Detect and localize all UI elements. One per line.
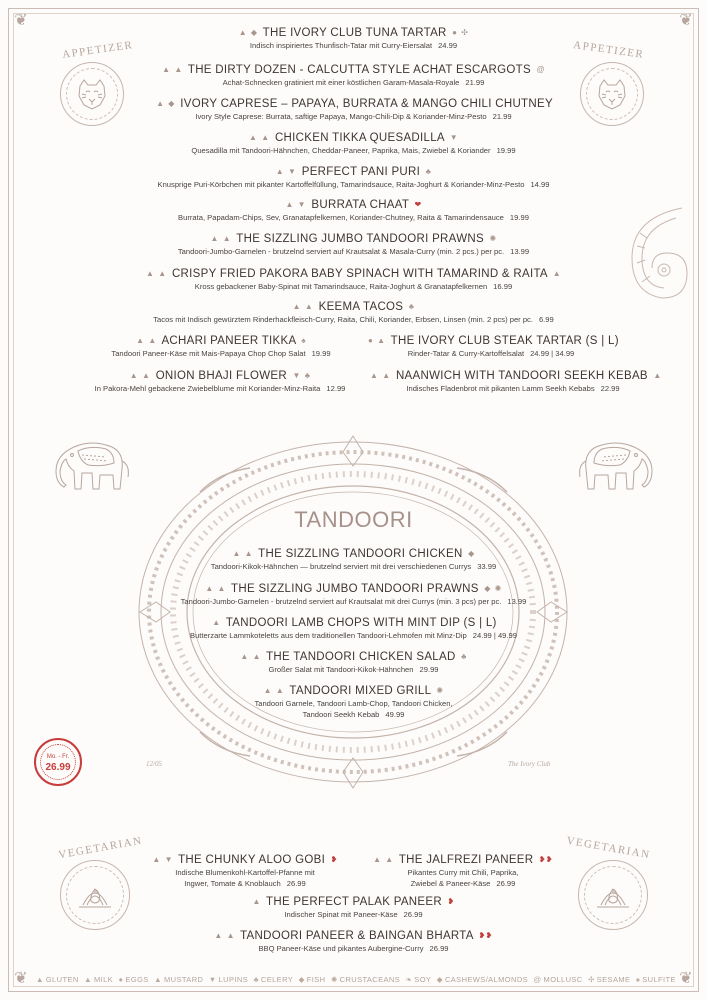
mollusc-icon: @ [536, 65, 545, 74]
milk-icon: ▲ [212, 618, 221, 627]
dish-description: Indischer Spinat mit Paneer-Käse [284, 910, 398, 919]
chili-icon: ❥❥ [538, 855, 553, 864]
dish-title: THE SIZZLING TANDOORI CHICKEN [258, 548, 463, 560]
celery-icon: ♣ [253, 975, 259, 984]
milk-icon: ▲ [373, 855, 382, 864]
crustaceans-icon: ✺ [494, 584, 502, 593]
fish-icon: ◆ [298, 975, 305, 984]
dish-description: Ingwer, Tomate & Knoblauch [184, 879, 281, 888]
milk-icon: ▲ [156, 99, 165, 108]
dish-description: Quesadilla mit Tandoori-Hähnchen, Cheddar-Paneer, Paprika, Mais, Zwiebel & Koriander [191, 146, 491, 155]
milk-icon: ▲ [158, 269, 167, 278]
lupins-icon: ▼ [449, 133, 458, 142]
sulfite-icon: ♠ [635, 975, 641, 984]
celery-icon: ♣ [425, 167, 432, 176]
dish-description: Zwiebel & Paneer-Käse [410, 879, 491, 888]
dish-price: 29.99 [419, 665, 439, 674]
menu-item [0, 198, 707, 223]
dish-price: 21.99 [465, 78, 485, 87]
menu-item [0, 895, 707, 920]
dish-title: TANDOORI MIXED GRILL [289, 685, 431, 697]
legend-item-sulfite: ♠ SULFITE [635, 975, 676, 984]
milk-icon: ▲ [382, 371, 391, 380]
legend-item-eggs: ● EGGS [118, 975, 149, 984]
mustard-icon: ▲ [222, 234, 231, 243]
lupins-icon: ▼ [292, 371, 301, 380]
dish-price: 21.99 [492, 112, 512, 121]
dish-description: Indisches Fladenbrot mit pikanten Lamm Seekh Kebabs [406, 384, 595, 393]
dish-title: TANDOORI LAMB CHOPS WITH MINT DIP (S | L) [225, 617, 497, 629]
dish-description: Rinder-Tatar & Curry-Kartoffelsalat [407, 349, 525, 358]
dish-description: BBQ Paneer-Käse und pikantes Aubergine-Curry [258, 944, 424, 953]
legend-item-cashews: ◆ CASHEWS/ALMONDS [436, 975, 529, 984]
dish-description: Tacos mit Indisch gewürztem Rinderhackfleisch-Curry, Raita, Chili, Koriander, Erbsen, Linsen (min. 2 pcs) per pc. [153, 315, 533, 324]
gluten-icon: ▲ [174, 65, 183, 74]
menu-item [0, 26, 707, 51]
dish-price: 12.99 [326, 384, 346, 393]
lupins-icon: ▼ [164, 855, 173, 864]
dish-price: 33.99 [477, 562, 497, 571]
dish-price: 24.99 | 49.99 [472, 631, 517, 640]
mustard-icon: ▲ [385, 855, 394, 864]
dish-description: Tandoori-Jumbo-Garnelen - brutzelnd serviert auf Krautsalat mit drei Currys (min. 3 pcs) per pc. [180, 597, 502, 606]
legend-item-crustaceans: ✺ CRUSTACEANS [330, 975, 401, 984]
menu-item [368, 853, 558, 889]
dish-description: Butterzarte Lammkoteletts aus dem traditionellen Tandoori-Lehmofen mit Minz-Dip [190, 631, 467, 640]
gluten-icon: ▲ [36, 975, 44, 984]
stamp-price: 26.99 [45, 762, 71, 773]
egg-icon: ● [452, 28, 458, 37]
gluten-icon: ▲ [129, 371, 138, 380]
dish-description: Tandoori Paneer-Käse mit Mais-Papaya Chop Chop Salat [111, 349, 306, 358]
dish-title: THE DIRTY DOZEN - CALCUTTA STYLE ACHAT ESCARGOTS [187, 64, 531, 76]
dish-price: 22.99 [600, 384, 620, 393]
gluten-icon: ▲ [292, 302, 301, 311]
dish-description: Indische Blumenkohl-Kartoffel-Pfanne mit [175, 868, 315, 877]
section-label-vegetarian-right: VEGETARIAN [565, 834, 652, 862]
mustard-icon: ▲ [552, 269, 561, 278]
egg-icon: ● [118, 975, 124, 984]
gluten-icon: ▲ [275, 167, 284, 176]
legend-item-fish: ◆ FISH [298, 975, 326, 984]
lupins-icon: ▼ [297, 200, 306, 209]
dish-title: BURRATA CHAAT [311, 199, 410, 211]
section-label-appetizer-right: APPETIZER [572, 39, 646, 61]
dish-price: 14.99 [530, 180, 550, 189]
section-label-appetizer-left: APPETIZER [61, 39, 135, 61]
vegetarian-lips-icon: ❤ [414, 200, 422, 209]
dish-price: 13.99 [507, 597, 527, 606]
allergen-legend [36, 975, 676, 984]
mustard-icon: ▲ [217, 584, 226, 593]
milk-icon: ▲ [136, 336, 145, 345]
legend-item-soy: ❧ SOY [405, 975, 432, 984]
dish-price: 19.99 [509, 213, 529, 222]
sesame-icon: ✣ [461, 28, 469, 37]
menu-item [0, 684, 707, 720]
dish-description: In Pakora-Mehl gebackene Zwiebelblume mit Koriander-Minz-Raita [94, 384, 321, 393]
gluten-icon: ▲ [285, 200, 294, 209]
menu-item [0, 300, 707, 325]
menu-item [0, 97, 707, 122]
mustard-icon: ▲ [148, 336, 157, 345]
dish-price: 19.99 [496, 146, 516, 155]
mustard-icon: ▲ [226, 931, 235, 940]
dish-price: 13.99 [510, 247, 530, 256]
dish-description: Pikantes Curry mit Chili, Paprika, [407, 868, 519, 877]
menu-item [0, 131, 707, 156]
milk-icon: ▲ [232, 549, 241, 558]
dish-title: PERFECT PANI PURI [301, 166, 421, 178]
mustard-icon: ▲ [252, 652, 261, 661]
milk-icon: ▲ [240, 652, 249, 661]
section-label-vegetarian-left: VEGETARIAN [57, 834, 144, 862]
menu-item [0, 232, 707, 257]
menu-item [0, 165, 707, 190]
stamp-days: Mo. - Fr. [46, 754, 70, 760]
legend-item-milk: ▲ MILK [84, 975, 114, 984]
cashews-icon: ◆ [468, 549, 475, 558]
dish-description: Knusprige Puri-Körbchen mit pikanter Kartoffelfüllung, Tamarindsauce, Raita-Joghurt & Koriander-Minz-Pesto [157, 180, 525, 189]
dish-price: 24.99 [438, 41, 458, 50]
dish-title: THE SIZZLING JUMBO TANDOORI PRAWNS [236, 233, 484, 245]
dish-title: ACHARI PANEER TIKKA [161, 335, 296, 347]
celery-icon: ♣ [461, 652, 467, 661]
dish-description: Tandoori Garnele, Tandoori Lamb-Chop, Tandoori Chicken, [254, 699, 453, 708]
elephant-ornament-icon [52, 437, 134, 499]
dish-price: 6.99 [538, 315, 554, 324]
gluten-icon: ▲ [370, 371, 379, 380]
mustard-icon: ▲ [238, 28, 247, 37]
chili-icon: ❥❥ [478, 931, 493, 940]
milk-icon: ▲ [162, 65, 171, 74]
corner-ornament-icon: ❦ [679, 970, 693, 987]
dish-description: Großer Salat mit Tandoori-Kikok-Hähnchen [268, 665, 414, 674]
cashews-icon: ◆ [484, 584, 491, 593]
section-title-tandoori: TANDOORI [294, 507, 413, 532]
dish-price: 24.99 | 34.99 [530, 349, 575, 358]
milk-icon: ▲ [214, 931, 223, 940]
mustard-icon: ▲ [377, 336, 386, 345]
milk-icon: ▲ [141, 371, 151, 380]
corner-ornament-icon: ❦ [679, 12, 693, 29]
dish-price: 26.99 [496, 879, 516, 888]
soy-icon: ❧ [405, 975, 413, 984]
dish-description: Kross gebackener Baby-Spinat mit Tamarindsauce, Raita-Joghurt & Granatapfelkernen [194, 282, 488, 291]
mollusc-icon: @ [533, 975, 542, 984]
dish-description: Ivory Style Caprese: Burrata, saftige Papaya, Mango-Chili-Dip & Koriander-Minz-Pesto [195, 112, 487, 121]
dish-price: 26.99 [403, 910, 423, 919]
menu-item [0, 929, 707, 954]
chili-icon: ❥ [447, 897, 455, 906]
menu-item [150, 853, 340, 889]
dish-title: CRISPY FRIED PAKORA BABY SPINACH WITH TAMARIND & RAITA [171, 268, 548, 280]
corner-ornament-icon: ❦ [14, 970, 28, 987]
chili-icon: ❥ [330, 855, 338, 864]
dish-title: ONION BHAJI FLOWER [155, 370, 287, 382]
mustard-icon: ▲ [653, 371, 662, 380]
dish-description: Indisch inspiriertes Thunfisch-Tatar mit Curry-Eiersalat [249, 41, 433, 50]
milk-icon: ▲ [152, 855, 161, 864]
milk-icon: ▲ [263, 686, 272, 695]
dish-description: Tandoori-Kikok-Hähnchen — brutzelnd serviert mit drei verschiedenen Currys [210, 562, 472, 571]
dish-price: 16.99 [493, 282, 513, 291]
legend-item-mollusc: @ MOLLUSC [533, 975, 583, 984]
menu-item [86, 334, 356, 359]
milk-icon: ▲ [210, 234, 219, 243]
dish-title: THE SIZZLING JUMBO TANDOORI PRAWNS [231, 583, 479, 595]
crustaceans-icon: ✺ [489, 234, 497, 243]
dish-price: 19.99 [311, 349, 331, 358]
menu-item [0, 650, 707, 675]
brand-signature: The Ivory Club [508, 760, 551, 768]
sulfite-icon: ♠ [301, 336, 306, 345]
dish-price: 26.99 [286, 879, 306, 888]
dish-title: THE IVORY CLUB TUNA TARTAR [262, 27, 447, 39]
dish-title: THE IVORY CLUB STEAK TARTAR (S | L) [390, 335, 619, 347]
gluten-icon: ▲ [146, 269, 155, 278]
mustard-icon: ▲ [275, 686, 285, 695]
fish-icon: ◆ [250, 28, 258, 37]
menu-item [0, 267, 707, 292]
legend-item-celery: ♣ CELERY [253, 975, 294, 984]
celery-icon: ♣ [408, 302, 415, 311]
milk-icon: ▲ [205, 584, 214, 593]
mustard-icon: ▲ [244, 549, 253, 558]
dish-description: Achat-Schnecken gratiniert mit einer köstlichen Garam-Masala-Royale [222, 78, 460, 87]
mandala-frame-ornament-icon [130, 432, 577, 792]
menu-item [368, 369, 662, 394]
lupins-icon: ▼ [288, 167, 297, 176]
menu-item [0, 582, 707, 607]
dish-price: 26.99 [429, 944, 449, 953]
dish-title: CHICKEN TIKKA QUESADILLA [274, 132, 445, 144]
legend-item-sesame: ✣ SESAME [588, 975, 631, 984]
menu-item [0, 547, 707, 572]
cashews-icon: ◆ [436, 975, 443, 984]
dish-title: THE JALFREZI PANEER [398, 854, 534, 866]
crustaceans-icon: ✺ [330, 975, 338, 984]
page-code: 12/05 [146, 760, 162, 768]
legend-item-lupins: ▼ LUPINS [208, 975, 249, 984]
egg-icon: ● [368, 336, 374, 345]
dish-price: 49.99 [385, 710, 405, 719]
elephant-ornament-icon [574, 437, 656, 499]
corner-ornament-icon: ❦ [14, 12, 28, 29]
milk-icon: ▲ [304, 302, 314, 311]
milk-icon: ▲ [84, 975, 92, 984]
lunch-price-stamp [34, 738, 82, 786]
milk-icon: ▲ [252, 897, 261, 906]
dish-title: THE CHUNKY ALOO GOBI [178, 854, 326, 866]
menu-item [0, 616, 707, 641]
mustard-icon: ▲ [154, 975, 162, 984]
dish-title: IVORY CAPRESE – PAPAYA, BURRATA & MANGO CHILI CHUTNEY [180, 98, 553, 110]
legend-item-gluten: ▲ GLUTEN [36, 975, 79, 984]
legend-item-mustard: ▲ MUSTARD [154, 975, 204, 984]
dish-title: KEEMA TACOS [318, 301, 404, 313]
sesame-icon: ✣ [588, 975, 595, 984]
crustaceans-icon: ✺ [436, 686, 444, 695]
menu-item [366, 334, 619, 359]
dish-title: THE TANDOORI CHICKEN SALAD [266, 651, 456, 663]
dish-description: Tandoori-Jumbo-Garnelen - brutzelnd serviert auf Krautsalat & Masala-Curry (min. 2 pcs.) per pc. [177, 247, 505, 256]
milk-icon: ▲ [261, 133, 270, 142]
dish-title: NAANWICH WITH TANDOORI SEEKH KEBAB [395, 370, 648, 382]
gluten-icon: ▲ [249, 133, 258, 142]
menu-item [60, 369, 380, 394]
dish-description: Burrata, Papadam-Chips, Sev, Granatapfelkernen, Koriander-Chutney, Raita & Tamarindensauce [178, 213, 504, 222]
celery-icon: ♣ [304, 371, 311, 380]
dish-title: THE PERFECT PALAK PANEER [266, 896, 442, 908]
lupins-icon: ▼ [208, 975, 217, 984]
menu-item [0, 63, 707, 88]
dish-description: Tandoori Seekh Kebab [302, 710, 380, 719]
cashews-icon: ◆ [168, 99, 175, 108]
dish-title: TANDOORI PANEER & BAINGAN BHARTA [240, 930, 474, 942]
